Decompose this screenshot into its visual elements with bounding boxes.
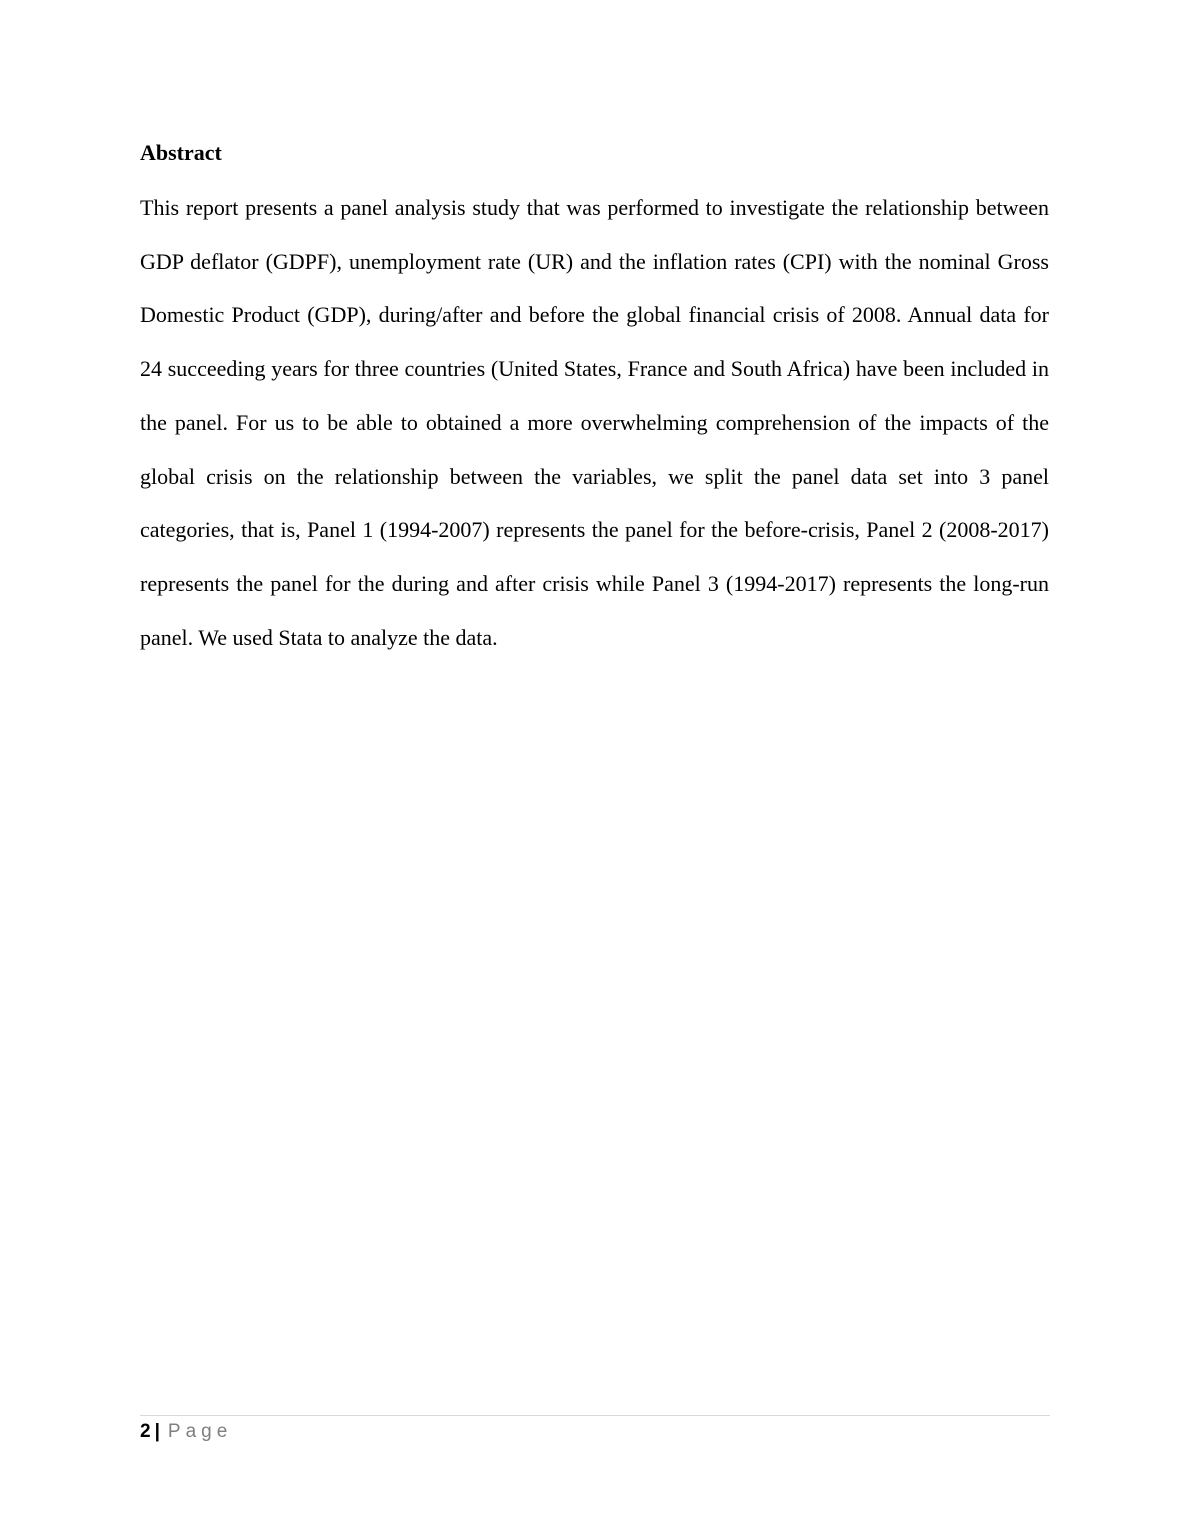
abstract-paragraph: This report presents a panel analysis study that was performed to investigate the relationship between GDP deflator (GDPF), unemployment rate (UR) and the inflation rates (CPI) with the nominal Gross Domestic Product (GDP), during/after and before the global financial crisis of 2008. Annual data for 24 succeeding years for three countries (United States, France and South Africa) have been included in the panel. For us to be able to obtained a more overwhelming comprehension of the impacts of the global crisis on the relationship between the variables, we split the panel data set into 3 panel categories, that is, Panel 1 (1994-2007) represents the panel for the before-crisis, Panel 2 (2008-2017) represents the panel for the during and after crisis while Panel 3 (1994-2017) represents the long-run panel. We used Stata to analyze the data.	[140, 195, 1060, 650]
page-number: 2	[140, 1421, 151, 1442]
page-label: Page	[167, 1421, 233, 1442]
abstract-heading: Abstract	[140, 140, 222, 165]
footer-divider	[140, 1415, 1050, 1416]
page-footer	[140, 1419, 232, 1445]
footer-separator: |	[154, 1421, 160, 1442]
